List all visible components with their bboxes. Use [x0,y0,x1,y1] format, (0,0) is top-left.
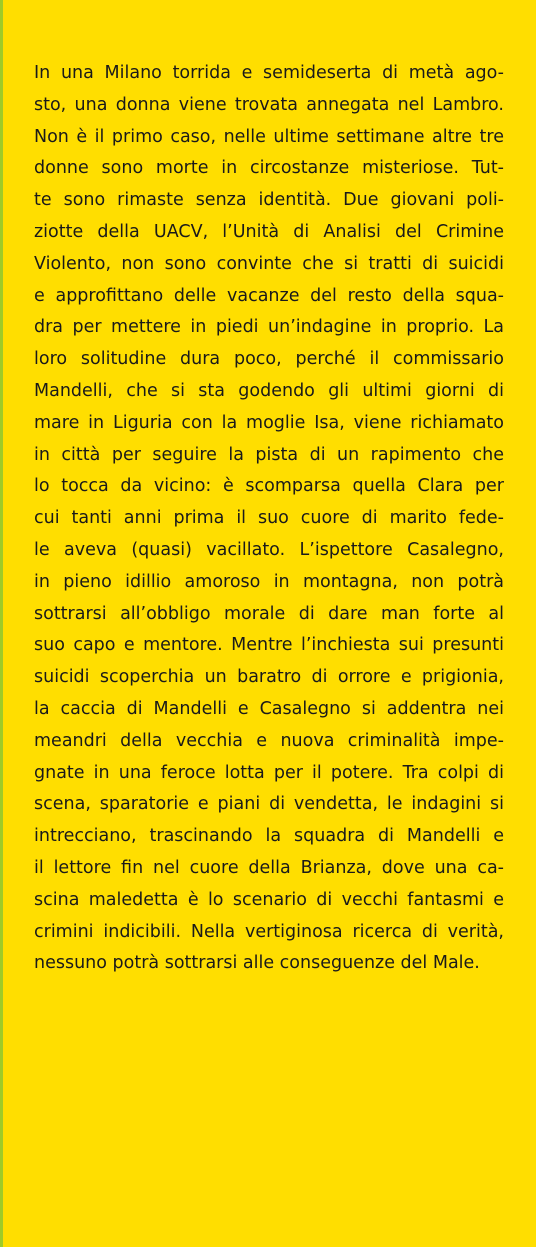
synopsis-line: In una Milano torrida e semideserta di metà ago- [34,63,504,83]
synopsis-line: il lettore fin nel cuore della Brianza, dove una ca- [34,857,504,878]
synopsis-text [34,58,504,980]
synopsis-line: Non è il primo caso, nelle ultime settimane altre tre [34,126,504,147]
synopsis-line: intrecciano, trascinando la squadra di Mandelli e [34,826,504,847]
synopsis-line: scena, sparatorie e piani di vendetta, le indagini si [34,794,504,815]
synopsis-line: le aveva (quasi) vacillato. L’ispettore Casalegno, [34,539,504,560]
synopsis-line: meandri della vecchia e nuova criminalità impe- [34,730,504,751]
synopsis-line: e approfittano delle vacanze del resto della squa- [34,285,504,306]
synopsis-line: in pieno idillio amoroso in montagna, non potrà [34,571,504,592]
synopsis-line: dra per mettere in piedi un’indagine in proprio. La [34,317,504,338]
synopsis-line: scina maledetta è lo scenario di vecchi fantasmi e [34,889,504,910]
synopsis-line: crimini indicibili. Nella vertiginosa ricerca di verità, [34,921,504,942]
synopsis-line: loro solitudine dura poco, perché il commissario [34,349,504,370]
synopsis-line: donne sono morte in circostanze misteriose. Tut- [34,158,504,179]
synopsis-line: sottrarsi all’obbligo morale di dare man forte al [34,603,504,624]
synopsis-line: cui tanti anni prima il suo cuore di marito fede- [34,508,504,529]
synopsis-line: Violento, non sono convinte che si tratti di suicidi [34,253,504,274]
synopsis-line: in città per seguire la pista di un rapimento che [34,444,504,465]
synopsis-line: mare in Liguria con la moglie Isa, viene richiamato [34,412,504,433]
synopsis-line: gnate in una feroce lotta per il potere. Tra colpi di [34,762,504,783]
synopsis-line: lo tocca da vicino: è scomparsa quella Clara per [34,476,504,497]
synopsis-line: ziotte della UACV, l’Unità di Analisi del Crimine [34,221,504,242]
synopsis-line: sto, una donna viene trovata annegata nel Lambro. [34,94,504,115]
synopsis-line: nessuno potrà sottrarsi alle conseguenze del Male. [34,953,480,974]
synopsis-line: Mandelli, che si sta godendo gli ultimi giorni di [34,380,504,401]
synopsis-line: te sono rimaste senza identità. Due giovani poli- [34,190,504,211]
spine-edge-strip [0,0,3,1247]
synopsis-line: suo capo e mentore. Mentre l’inchiesta sui presunti [34,635,504,656]
synopsis-line: suicidi scoperchia un baratro di orrore e prigionia, [34,667,504,688]
synopsis-line: la caccia di Mandelli e Casalegno si addentra nei [34,698,504,719]
